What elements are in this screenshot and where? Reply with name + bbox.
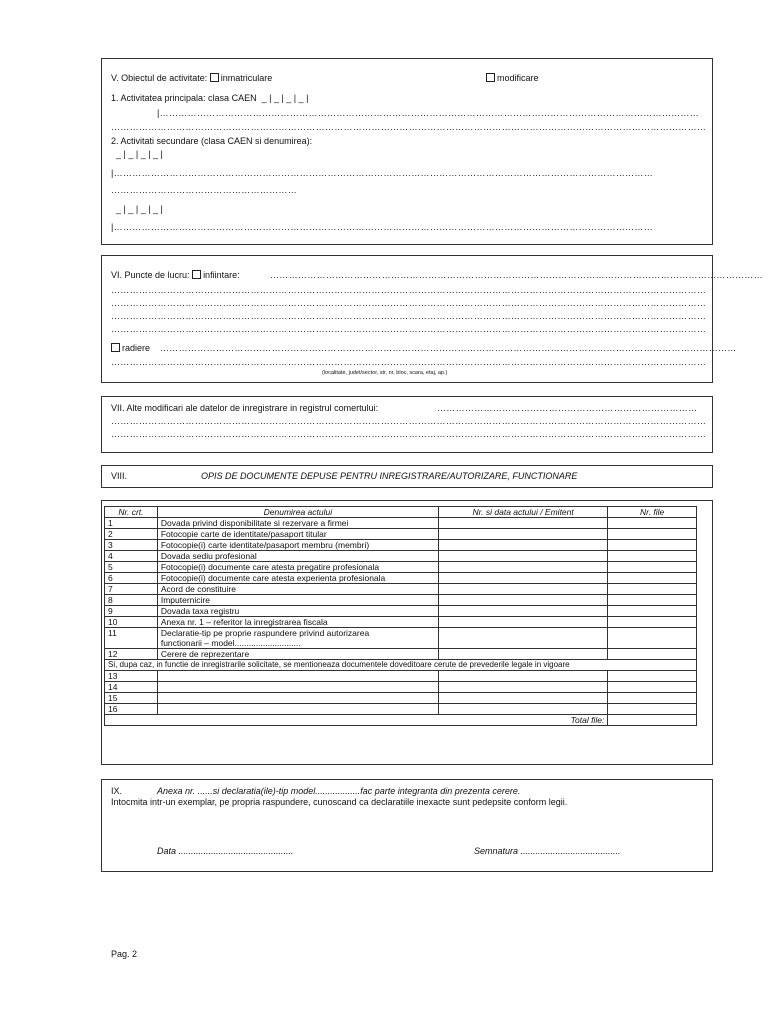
cell-input[interactable] <box>438 540 607 551</box>
cell-input[interactable] <box>438 649 607 660</box>
principal-activity-line[interactable]: |………………………………………………………………………………………………………………………………………………………… <box>157 108 700 118</box>
table-note-row: Si, dupa caz, in functie de inregistrarile solicitate, se mentioneaza documentele doveditoare cerute de prevederile legale in vigoare <box>105 660 697 671</box>
date-field[interactable]: Data .............................................. <box>157 846 294 856</box>
workpoint-line-5[interactable]: ………………………………………………………………………………………………………………………………………………………………………… <box>111 324 707 334</box>
caen-code-input-2[interactable]: _ | _ | _ | _ | <box>116 149 163 159</box>
table-row: 9 Dovada taxa registru <box>105 606 697 617</box>
cell-input[interactable] <box>608 704 697 715</box>
cell-input[interactable] <box>157 682 438 693</box>
signature-field[interactable]: Semnatura ........................................ <box>474 846 621 856</box>
checkbox-radiere[interactable] <box>111 343 120 352</box>
secondary-activity-label: 2. Activitati secundare (clasa CAEN si denumirea): <box>111 136 313 146</box>
workpoint-line-4[interactable]: ………………………………………………………………………………………………………………………………………………………………………… <box>111 311 707 321</box>
cell-input[interactable] <box>608 617 697 628</box>
table-row: 12 Cerere de reprezentare <box>105 649 697 660</box>
table-row: 1 Dovada privind disponibilitate si rezervare a firmei <box>105 518 697 529</box>
section-ix-line2: Intocmita intr-un exemplar, pe propria raspundere, cunoscand ca declaratiile inexacte sunt pedepsite conform legii. <box>111 797 568 807</box>
cell-input[interactable] <box>157 671 438 682</box>
cell-input[interactable] <box>608 540 697 551</box>
cell-input[interactable] <box>608 671 697 682</box>
cell-input[interactable] <box>608 628 697 649</box>
secondary-activity-line-1[interactable]: |………………………………………………………………………………………………………………………………………………………… <box>111 168 654 178</box>
total-input[interactable] <box>608 715 697 726</box>
other-changes-line-2[interactable]: ………………………………………………………………………………………………………………………………………………………………………… <box>111 416 707 426</box>
option-radiere: radiere <box>111 343 150 354</box>
workpoint-line-3[interactable]: ………………………………………………………………………………………………………………………………………………………………………… <box>111 298 707 308</box>
section-vii-title: VII. Alte modificari ale datelor de inregistrare in registrul comertului: <box>111 403 379 413</box>
table-row: 15 <box>105 693 697 704</box>
table-row: 8 Imputernicire <box>105 595 697 606</box>
section-viii-title: OPIS DE DOCUMENTE DEPUSE PENTRU INREGISTRARE/AUTORIZARE, FUNCTIONARE <box>201 471 578 481</box>
table-row: 16 <box>105 704 697 715</box>
cell-input[interactable] <box>608 649 697 660</box>
workpoint-line-2[interactable]: ………………………………………………………………………………………………………………………………………………………………………… <box>111 285 707 295</box>
caen-code-input[interactable]: _ | _ | _ | _ | <box>261 93 309 103</box>
section-v-title: V. Obiectul de activitate: inmatriculare <box>111 73 273 83</box>
cell-input[interactable] <box>438 595 607 606</box>
cell-input[interactable] <box>608 518 697 529</box>
table-row: 11 Declaratie-tip pe proprie raspundere privind autorizarea functionarii – model............................ <box>105 628 697 649</box>
cell-input[interactable] <box>608 573 697 584</box>
section-v-box <box>101 58 713 245</box>
table-row: 14 <box>105 682 697 693</box>
radiere-line-2[interactable]: ………………………………………………………………………………………………………………………………………………………………………… <box>111 357 707 367</box>
cell-input[interactable] <box>608 529 697 540</box>
checkbox-inmatriculare[interactable] <box>210 73 219 82</box>
table-row: 13 <box>105 671 697 682</box>
cell-input[interactable] <box>438 628 607 649</box>
table-header-row <box>105 507 697 518</box>
table-row: 7 Acord de constituire <box>105 584 697 595</box>
cell-input[interactable] <box>608 595 697 606</box>
cell-input[interactable] <box>438 606 607 617</box>
table-row: 6 Fotocopie(i) documente care atesta experienta profesionala <box>105 573 697 584</box>
checkbox-modificare[interactable] <box>486 73 495 82</box>
page-number: Pag. 2 <box>111 949 138 959</box>
header-nr-file: Nr. file <box>608 507 697 518</box>
cell-input[interactable] <box>438 518 607 529</box>
table-row: 10 Anexa nr. 1 – referitor la inregistrarea fiscala <box>105 617 697 628</box>
cell-input[interactable] <box>438 551 607 562</box>
table-row: 3 Fotocopie(i) carte identitate/pasaport membru (membri) <box>105 540 697 551</box>
radiere-line[interactable]: …………………………………………………………………………………………………………………………………………………………………… <box>160 343 737 353</box>
cell-input[interactable] <box>157 693 438 704</box>
documents-table <box>104 506 697 726</box>
cell-input[interactable] <box>608 551 697 562</box>
cell-input[interactable] <box>608 682 697 693</box>
cell-input[interactable] <box>438 682 607 693</box>
table-total-row <box>105 715 697 726</box>
header-denumire: Denumirea actului <box>157 507 438 518</box>
address-note: (localitate, judet/sector, str, nr, bloc, scara, etaj, ap.) <box>322 370 448 376</box>
section-ix-number: IX. <box>111 786 123 796</box>
principal-activity-line-2[interactable]: ………………………………………………………………………………………………………………………………………………………………………… <box>111 122 707 132</box>
table-row: 2 Fotocopie carte de identitate/pasaport titular <box>105 529 697 540</box>
cell-input[interactable] <box>438 671 607 682</box>
other-changes-line-3[interactable]: ………………………………………………………………………………………………………………………………………………………………………… <box>111 429 707 439</box>
header-nr: Nr. crt. <box>105 507 158 518</box>
cell-input[interactable] <box>608 562 697 573</box>
table-row: 5 Fotocopie(i) documente care atesta pregatire profesionala <box>105 562 697 573</box>
secondary-activity-line-2[interactable]: …………………………………………………… <box>111 185 297 195</box>
principal-activity-label: 1. Activitatea principala: clasa CAEN _ | _ | _ | _ | <box>111 93 309 103</box>
header-nr-data: Nr. si data actului / Emitent <box>438 507 607 518</box>
cell-input[interactable] <box>438 693 607 704</box>
other-changes-line-1[interactable]: ………………………………………………………………………… <box>437 403 698 413</box>
cell-input[interactable] <box>438 704 607 715</box>
cell-input[interactable] <box>438 617 607 628</box>
cell-input[interactable] <box>608 693 697 704</box>
cell-input[interactable] <box>438 584 607 595</box>
cell-input[interactable] <box>157 704 438 715</box>
secondary-activity-line-3[interactable]: |………………………………………………………………………………………………………………………………………………………… <box>111 222 654 232</box>
section-vi-title: VI. Puncte de lucru: infiintare: <box>111 270 240 280</box>
workpoint-line-1[interactable]: …………………………………………………………………………………………………………………………………………… <box>270 270 763 280</box>
cell-input[interactable] <box>438 573 607 584</box>
table-row: 4 Dovada sediu profesional <box>105 551 697 562</box>
total-label: Total file: <box>105 715 608 726</box>
section-viii-number: VIII. <box>111 471 128 481</box>
checkbox-infiintare[interactable] <box>192 270 201 279</box>
cell-input[interactable] <box>608 584 697 595</box>
section-ix-line1: Anexa nr. ......si declaratia(ile)-tip model..................fac parte integranta din prezenta cerere. <box>157 786 521 796</box>
caen-code-input-3[interactable]: _ | _ | _ | _ | <box>116 204 163 214</box>
cell-input[interactable] <box>438 562 607 573</box>
cell-input[interactable] <box>608 606 697 617</box>
option-modificare: modificare <box>486 73 539 84</box>
cell-input[interactable] <box>438 529 607 540</box>
